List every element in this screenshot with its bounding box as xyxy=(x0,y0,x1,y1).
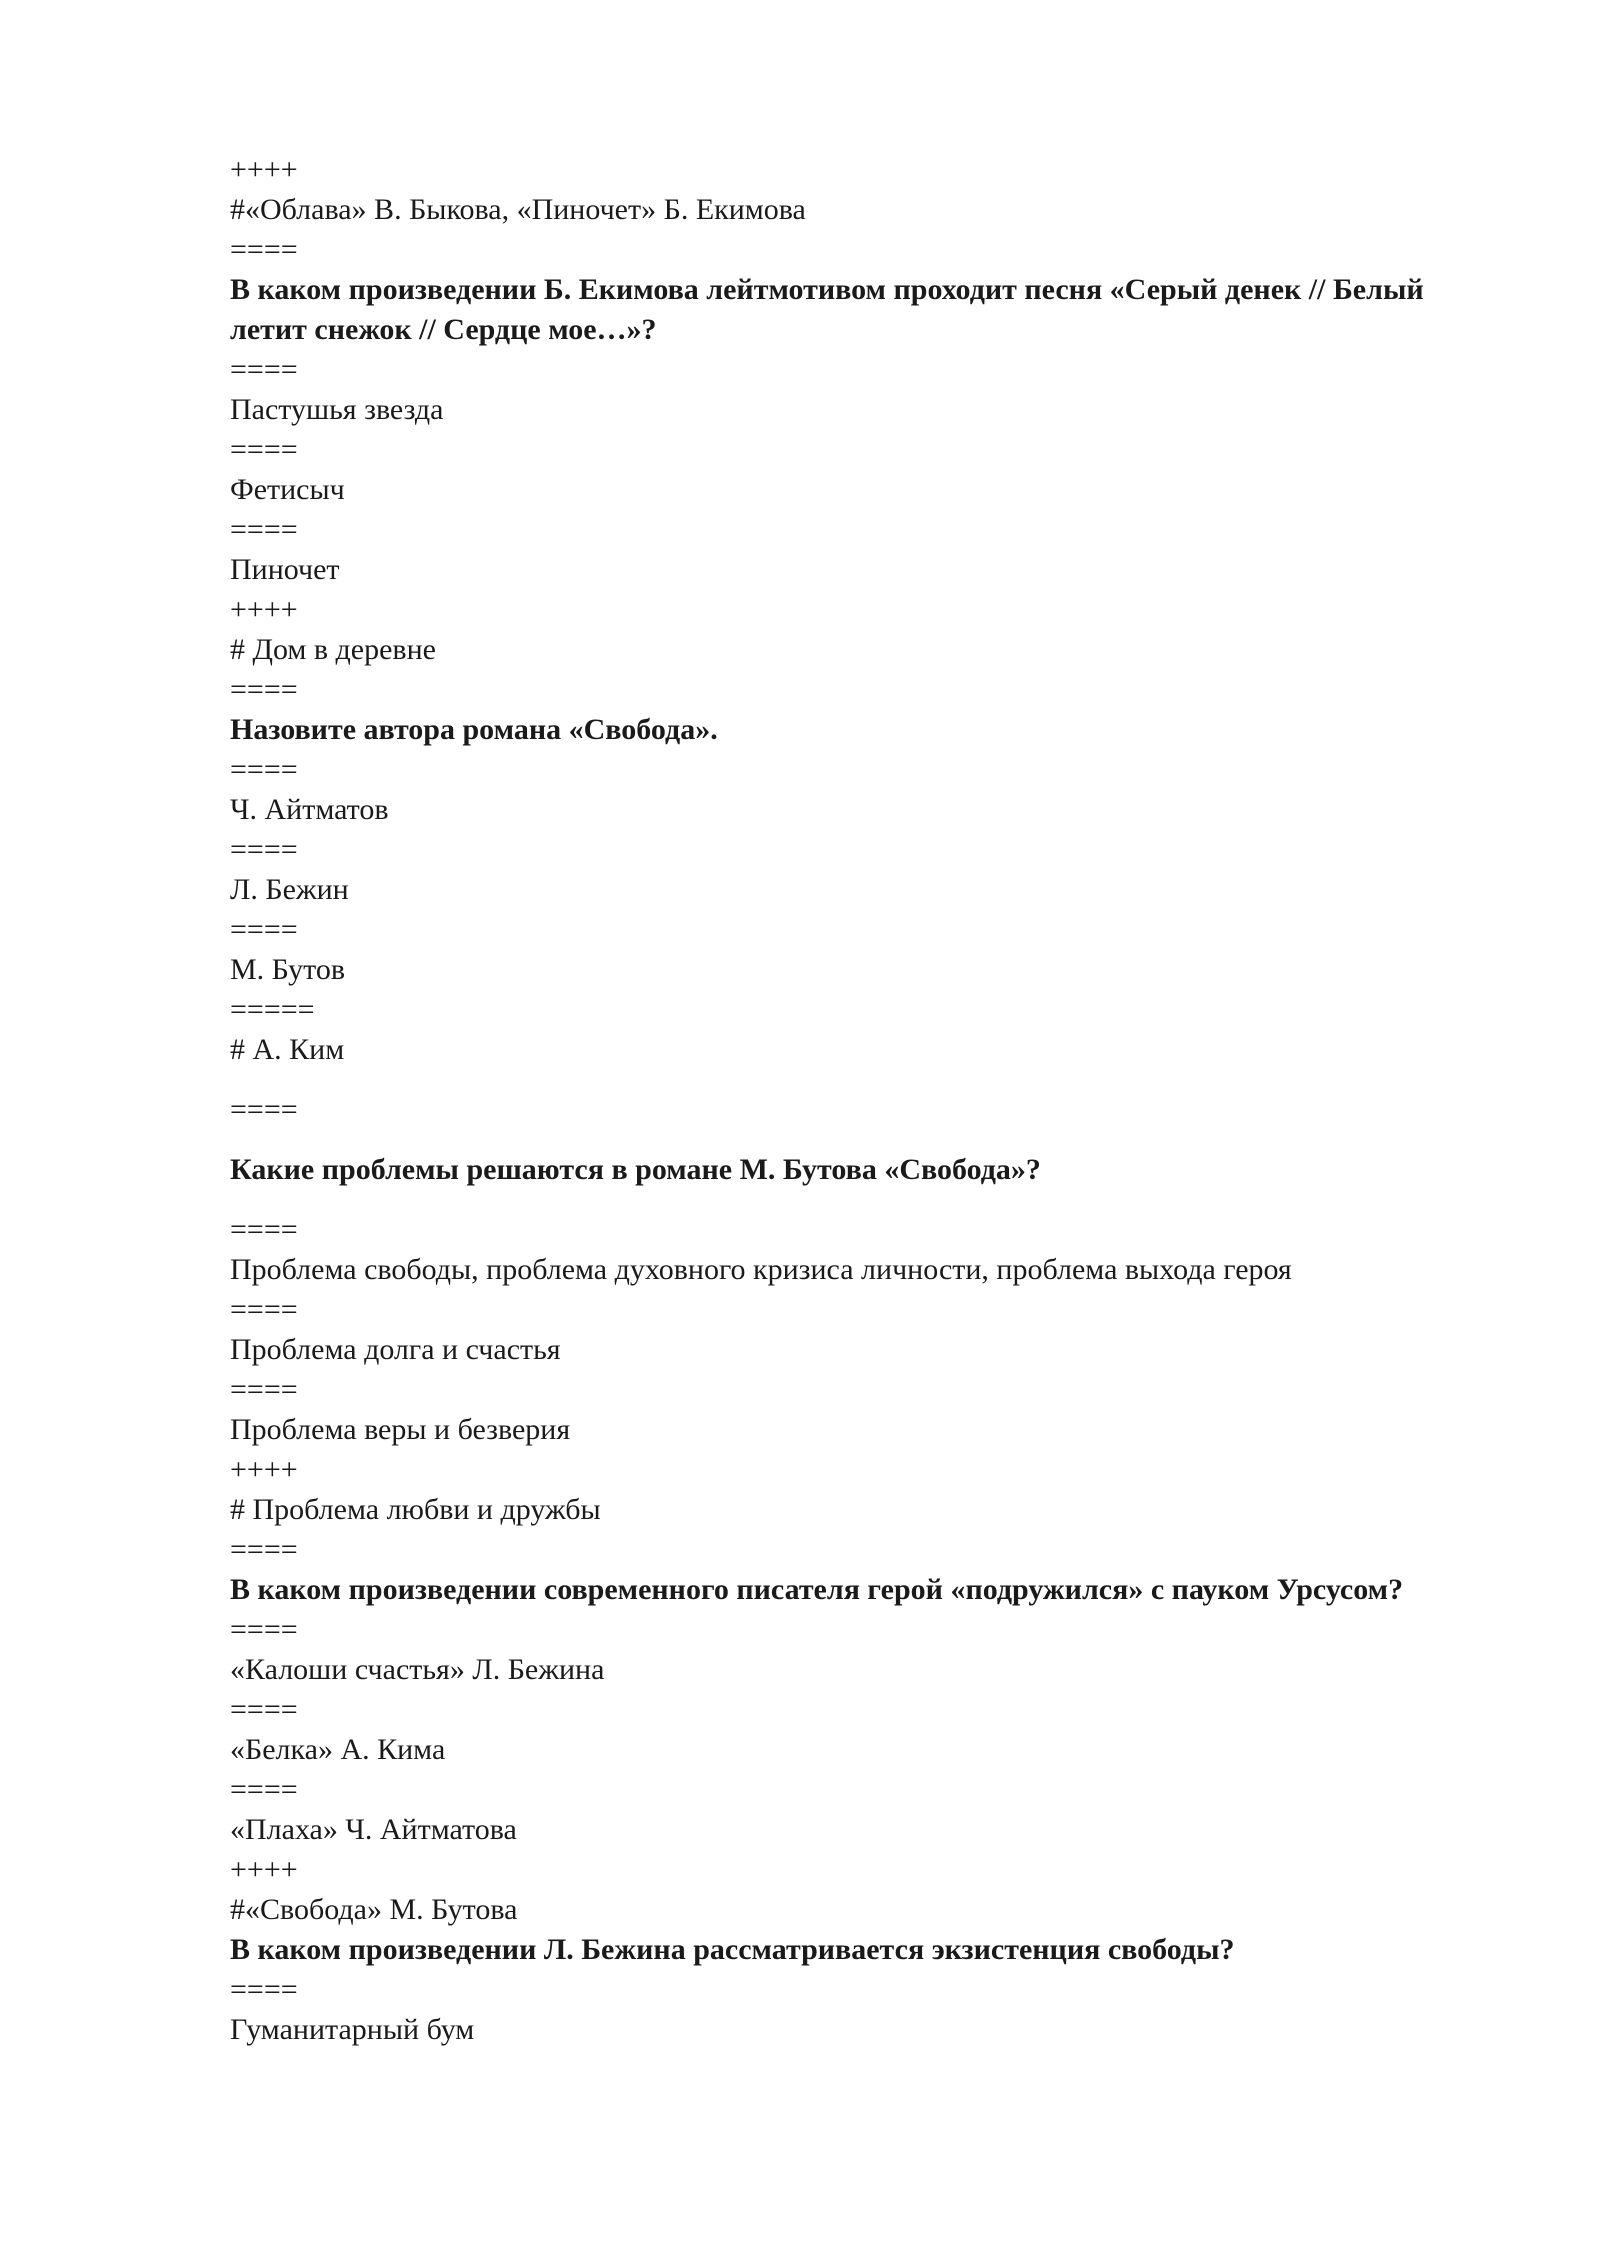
separator-equals: ==== xyxy=(230,233,298,266)
answer-option: Ч. Айтматов xyxy=(230,793,389,826)
separator-plus: ++++ xyxy=(230,153,298,186)
answer-option: Пиночет xyxy=(230,553,340,586)
separator-plus: ++++ xyxy=(230,593,298,626)
separator-equals: ==== xyxy=(230,1973,298,2006)
separator-equals: ==== xyxy=(230,673,298,706)
separator-equals: ==== xyxy=(230,1773,298,1806)
answer-option: М. Бутов xyxy=(230,953,346,986)
separator-equals: ==== xyxy=(230,1293,298,1326)
answer-correct: #«Свобода» М. Бутова xyxy=(230,1893,518,1926)
answer-option: Проблема свободы, проблема духовного кризиса личности, проблема выхода героя xyxy=(230,1253,1292,1286)
answer-correct: # Проблема любви и дружбы xyxy=(230,1493,601,1526)
question-text: Какие проблемы решаются в романе М. Бутова «Свобода»? xyxy=(230,1153,1041,1186)
separator-equals: ===== xyxy=(230,993,315,1026)
separator-equals: ==== xyxy=(230,513,298,546)
separator-plus: ++++ xyxy=(230,1853,298,1886)
answer-correct: #«Облава» В. Быкова, «Пиночет» Б. Екимова xyxy=(230,193,806,226)
answer-correct: # А. Ким xyxy=(230,1033,345,1066)
separator-equals: ==== xyxy=(230,833,298,866)
separator-equals: ==== xyxy=(230,1613,298,1646)
answer-option: Пастушья звезда xyxy=(230,393,444,426)
document-body xyxy=(230,150,1460,2050)
answer-option: «Плаха» Ч. Айтматова xyxy=(230,1813,517,1846)
answer-option: Л. Бежин xyxy=(230,873,349,906)
answer-correct: # Дом в деревне xyxy=(230,633,436,666)
question-text: Назовите автора романа «Свобода». xyxy=(230,713,718,746)
answer-option: Проблема веры и безверия xyxy=(230,1413,571,1446)
separator-equals: ==== xyxy=(230,1533,298,1566)
question-text: В каком произведении Б. Екимова лейтмотивом проходит песня «Серый денек // Белый летит снежок // Сердце мое…»? xyxy=(230,273,1432,346)
separator-equals: ==== xyxy=(230,433,298,466)
answer-option: Фетисыч xyxy=(230,473,345,506)
separator-equals: ==== xyxy=(230,353,298,386)
answer-option: «Белка» А. Кима xyxy=(230,1733,446,1766)
answer-option: Гуманитарный бум xyxy=(230,2013,475,2046)
separator-equals: ==== xyxy=(230,1693,298,1726)
answer-option: «Калоши счастья» Л. Бежина xyxy=(230,1653,605,1686)
separator-equals: ==== xyxy=(230,753,298,786)
separator-equals: ==== xyxy=(230,1093,298,1126)
separator-equals: ==== xyxy=(230,1213,298,1246)
answer-option: Проблема долга и счастья xyxy=(230,1333,561,1366)
question-text: В каком произведении современного писателя герой «подружился» с пауком Урсусом? xyxy=(230,1573,1404,1606)
separator-equals: ==== xyxy=(230,1373,298,1406)
separator-plus: ++++ xyxy=(230,1453,298,1486)
question-text: В каком произведении Л. Бежина рассматривается экзистенция свободы? xyxy=(230,1933,1235,1966)
separator-equals: ==== xyxy=(230,913,298,946)
